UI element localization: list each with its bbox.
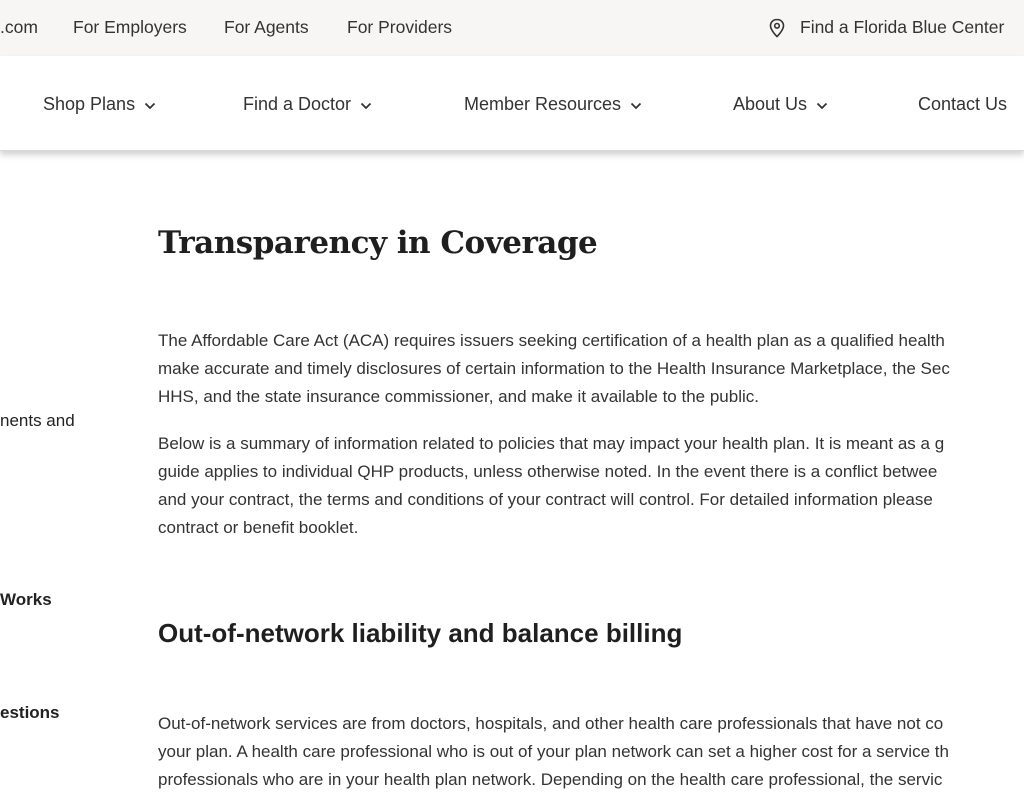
find-center-link[interactable]: Find a Florida Blue Center	[800, 17, 1005, 37]
utility-link-employers[interactable]: For Employers	[73, 17, 187, 37]
section-heading: Out-of-network liability and balance billing	[158, 618, 683, 648]
chevron-down-icon	[144, 102, 156, 110]
location-pin-icon	[768, 18, 786, 38]
section-line: Out-of-network services are from doctors, hospitals, and other health care professionals that have not co	[158, 714, 944, 733]
chevron-down-icon	[816, 102, 828, 110]
utility-nav	[0, 0, 1024, 56]
section-line: professionals who are in your health plan network. Depending on the health care professional, the servic	[158, 770, 943, 789]
sidebar-item-1[interactable]: nents and	[0, 411, 75, 430]
page-title: Transparency in Coverage	[158, 225, 598, 261]
summary-line: contract or benefit booklet.	[158, 518, 359, 537]
summary-line: Below is a summary of information related to policies that may impact your health plan. It is meant as a g	[158, 434, 945, 453]
intro-line: HHS, and the state insurance commissioner, and make it available to the public.	[158, 387, 759, 406]
intro-line: make accurate and timely disclosures of certain information to the Health Insurance Marketplace, the Sec	[158, 359, 950, 378]
nav-member-resources-label: Member Resources	[464, 94, 622, 114]
intro-paragraph	[158, 327, 1024, 411]
summary-paragraph	[158, 430, 1024, 542]
summary-line: guide applies to individual QHP products, unless otherwise noted. In the event there is a conflict betwee	[158, 462, 938, 481]
nav-shop-plans-label: Shop Plans	[43, 94, 136, 114]
section-paragraph	[158, 710, 1024, 794]
nav-member-resources[interactable]	[464, 94, 642, 115]
nav-contact-us[interactable]	[918, 94, 1007, 115]
main-nav	[0, 56, 1024, 151]
sidebar-item-3[interactable]: estions	[0, 703, 60, 722]
sidebar-item-2[interactable]: Works	[0, 590, 52, 609]
nav-contact-us-label: Contact Us	[918, 94, 1008, 114]
nav-about-us[interactable]	[733, 94, 828, 115]
chevron-down-icon	[630, 102, 642, 110]
intro-line: The Affordable Care Act (ACA) requires issuers seeking certification of a health plan as a qualified health	[158, 331, 945, 350]
utility-link-home[interactable]: .com	[0, 17, 38, 37]
nav-about-us-label: About Us	[733, 94, 808, 114]
nav-find-a-doctor[interactable]	[243, 94, 372, 115]
nav-shop-plans[interactable]	[43, 94, 156, 115]
summary-line: and your contract, the terms and conditions of your contract will control. For detailed information please	[158, 490, 933, 509]
utility-link-agents[interactable]: For Agents	[224, 17, 309, 37]
utility-link-providers[interactable]: For Providers	[347, 17, 453, 37]
section-line: your plan. A health care professional who is out of your plan network can set a higher cost for a service th	[158, 742, 949, 761]
nav-find-a-doctor-label: Find a Doctor	[243, 94, 352, 114]
chevron-down-icon	[360, 102, 372, 110]
